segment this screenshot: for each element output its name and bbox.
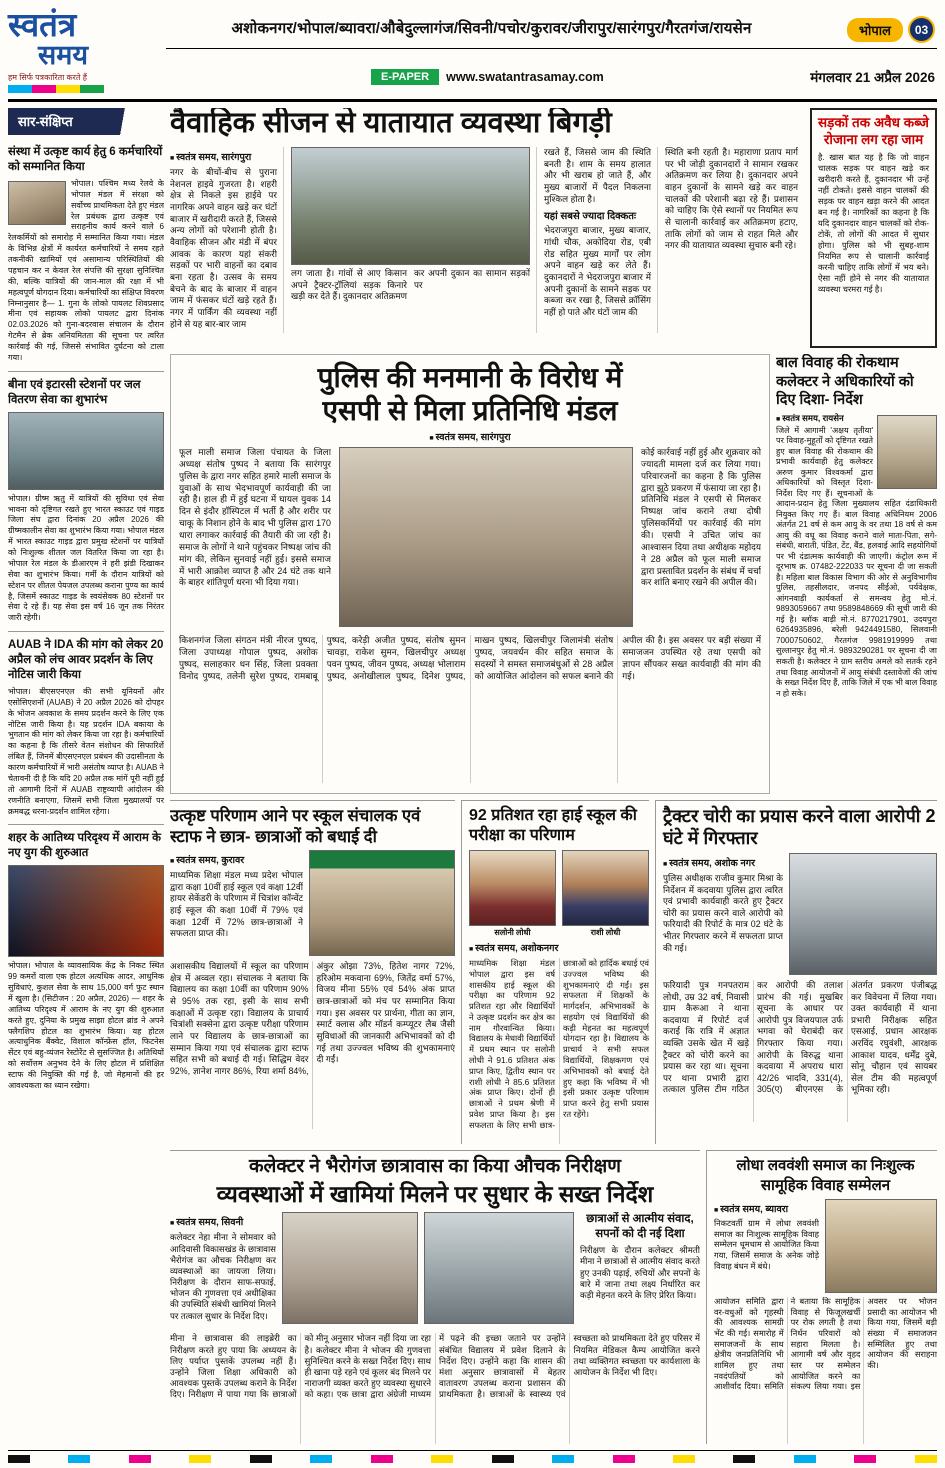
school-byline: ■ स्वतंत्र समय, कुरावर (170, 853, 303, 866)
hostel-kicker: कलेक्टर ने भैरोगंज छात्रावास का किया औचक निरीक्षण (248, 1156, 622, 1177)
marriage-lead: निकटवर्ती ग्राम में लोधा लववंशी समाज का निःशुल्क सामूहिक विवाह सम्मेलन धूमधाम से आयोजित किया गया, जिसमें समाज के अनेक जोड़े विवाह बंधन में बंधे। (714, 1219, 819, 1271)
brief-body: भोपाल। बीएसएनएल की सभी यूनियनों और एसोसिएशनों (AUAB) ने 20 अप्रैल 2026 को दोपहर के भोजन अवकाश के समय प्रदर्शन करने के लिए एक नोटिस जारी किया है। यह प्रदर्शन IDA बकाया के भुगतान की मांग को लेकर किया जा रहा है। कर्मचारियों का कहना है कि तीसरे वेतन संशोधन की सिफारिशें लंबित हैं, जिनमें बीएसएनएल प्रबंधन की उदासीनता के कारण कर्मचारियों में भारी असंतोष व्याप्त है। AUAB ने चेतावनी दी है कि यदि 20 अप्रैल तक मांगें पूरी नहीं हुईं तो आगामी दिनों में AUAB राष्ट्रव्यापी आंदोलन की रणनीति बनाएगा, जिसमें सभी जिला मुख्यालयों पर क्रमबद्ध धरना-प्रदर्शन शामिल रहेगा। (8, 686, 164, 816)
marriage-top-row (714, 1199, 937, 1293)
police-column-left (179, 447, 331, 629)
topper-photo-item (469, 850, 556, 938)
website-link[interactable]: www.swatantrasamay.com (446, 70, 604, 84)
police-column-right (641, 447, 761, 629)
jam-headline: सड़कों तक अवैध कब्जे रोजाना लग रहा जाम (818, 115, 929, 147)
station-water-service-photo (8, 412, 164, 490)
marriage-body-columns: आयोजन समिति द्वारा वर-वधुओं को गृहस्थी की आवश्यक सामग्री भेंट की गई। समारोह में समाजजनों के साथ क्षेत्रीय जनप्रतिनिधि भी शामिल हुए तथा नवदंपतियों को आशीर्वाद दिया। समिति ने बताया कि सामूहिक विवाह से फिजूलखर्ची पर रोक लगती है तथा निर्धन परिवारों को सहारा मिलता है। आगामी वर्ष और वृहद स्तर पर सम्मेलन आयोजित करने का संकल्प लिया गया। इस अवसर पर भोजन प्रसादी का आयोजन भी किया गया, जिसमें बड़ी संख्या में समाजजन सम्मिलित हुए तथा आयोजन की सराहना की। (714, 1297, 937, 1392)
arrested-accused-police-photo (789, 853, 937, 975)
hostel-lead-column (170, 1212, 276, 1328)
article-police-protest (170, 354, 770, 794)
school-felicitation-photo (309, 850, 455, 956)
article-school-felicitation (170, 800, 455, 1144)
hostel-subhead: छात्राओं से आत्मीय संवाद, सपनों को दी नई दिशा (586, 1213, 694, 1241)
newspaper-logo (8, 8, 160, 98)
brief-headline: संस्था में उत्कृष्ट कार्य हेतु 6 कर्मचारियों को सम्मानित किया (8, 146, 163, 173)
main-content (170, 108, 937, 1444)
tractor-lead-column (663, 853, 783, 975)
result92-headline: 92 प्रतिशत रहा हाई स्कूल की परीक्षा का परिणाम (469, 807, 637, 844)
child-marriage-byline: ■ स्वतंत्र समय, रायसेन (776, 413, 937, 424)
school-lead-column (170, 850, 303, 956)
jam-body: है. खास बात यह है कि जो वाहन चालक सड़क पर वाहन खड़े कर खरीदारी करते हैं, दुकानदार भी उन्हें नहीं टोकते। इससे वाहन चालकों की सड़क पर वाहन खड़ा करने की आदत बन गई है। नागरिकों का कहना है कि यदि दुकानदार वाहन चालकों को रोक-टोकें, तो लोगों की आदत में सुधार होगा। पुलिस को भी सुबह-शाम नियमित रूप से चालानी कार्रवाई करनी चाहिए ताकि लोगों में भय बने। ऐसा नहीं होने से नगर की यातायात व्यवस्था चरमरा गई है। (818, 152, 929, 294)
traffic-column-3 (665, 147, 804, 333)
hostel-middle-row (170, 1212, 700, 1328)
police-middle-row (179, 447, 761, 629)
tractor-byline: ■ स्वतंत्र समय, अशोक नगर (663, 856, 783, 869)
brief-headline: शहर के आतिथ्य परिदृश्य में आराम के नए युग की शुरुआत (8, 832, 161, 860)
inspection-photo-1 (282, 1212, 418, 1324)
collector-desk-photo (877, 415, 937, 489)
page-number: 03 (908, 16, 935, 43)
school-lead: माध्यमिक शिक्षा मंडल मध्य प्रदेश भोपाल द्वारा कक्षा 10वीं हाई स्कूल एवं कक्षा 12वीं हायर सेकेंडरी के परिणाम में चित्रांश कॉन्वेंट हाई स्कूल की कक्षा 10वीं में 79% एवं कक्षा 12वीं में 72% छात्र-छात्राओं ने सफलता प्राप्त की। (170, 870, 303, 939)
hostel-headline: व्यवस्थाओं में खामियां मिलने पर सुधार के सख्त निर्देश (216, 1180, 654, 1207)
hostel-byline: ■ स्वतंत्र समय, सिवनी (170, 1215, 276, 1228)
tractor-headline: ट्रैक्टर चोरी का प्रयास करने वाला आरोपी 2 घंटे में गिरफ्तार (663, 806, 936, 848)
traffic-body (170, 147, 804, 333)
edition-date: मंगलवार 21 अप्रैल 2026 (810, 70, 935, 85)
traffic-text: भेदराजपुरा बाजार, मुख्य बाजार, गांधी चौक, अकोदिया रोड, एबी रोड सहित मुख्य मार्गों पर लोग अपने वाहन खड़े कर लेते हैं। दुकानदारों ने भेदराजपुरा बाजार में अपनी दुकानों के सामने सड़क पर कब्जा कर रखा है, जिससे क्रॉसिंग नहीं हो पाते और घंटों जाम की (544, 225, 651, 318)
brief-article-hotel-launch (8, 824, 164, 1098)
masthead-right (166, 6, 937, 98)
police-text: कोई कार्रवाई नहीं हुई और शुक्रवार को ज्यादती मामला दर्ज कर लिया गया। परिवारजनों का कहना है कि पुलिस द्वारा झूठे प्रकरण में फंसाया जा रहा है। प्रतिनिधि मंडल ने एसपी से मिलकर निष्पक्ष जांच कराने तथा दोषी पुलिसकर्मियों पर कार्रवाई की मांग की। एसपी ने उचित जांच का आश्वासन दिया तथा अधीक्षक महोदय ने 28 अप्रैल को फूल माली समाज द्वारा प्रस्तावित प्रदर्शन के संबंध में चर्चा कर शांति बनाए रखने की अपील की। (641, 447, 761, 588)
mass-marriage-photo (825, 1199, 937, 1293)
tractor-lead: पुलिस अधीक्षक राजीव कुमार मिश्रा के निर्देशन में कदवाया पुलिस द्वारा त्वरित एवं प्रभावी कार्यवाही करते हुए ट्रैक्टर चोरी का प्रयास करने वाले आरोपी को फरियादी की रिपोर्ट के मात्र 02 घंटे के भीतर गिरफ्तार करने में सफलता प्राप्त की गई। (663, 872, 783, 953)
delegation-meeting-photo (339, 447, 633, 627)
traffic-byline: ■ स्वतंत्र समय, सारंगपुरा (170, 150, 277, 163)
child-marriage-body: जिले में आगामी 'अक्षय तृतीया' पर विवाह-मुहूर्तों को दृष्टिगत रखते हुए बाल विवाह की रोकथाम की प्रभावी कार्यवाही हेतु कलेक्टर अरुण कुमार विश्वकर्मा द्वारा अधिकारियों को विस्तृत दिशा-निर्देश दिए गए हैं। सूचनाओं के आदान-प्रदान हेतु जिला मुख्यालय सहित दंडाधिकारी नियुक्त किए गए हैं। बाल विवाह अधिनियम 2006 अंतर्गत 21 वर्ष से कम आयु के वर तथा 18 वर्ष से कम आयु की वधू का विवाह कराने वाले माता-पिता, सगे-संबंधी, बाराती, पंडित, टेंट, बैंड, हलवाई आदि सहयोगियों पर भी दंडात्मक कार्यवाही की जाएगी। कंट्रोल रूम में दूरभाष क्र. 07482-222033 पर सूचना दी जा सकती है। महिला बाल विकास विभाग की ओर से अनुविभागीय पुलिस, तहसीलदार, जनपद सीईओ, पर्यवेक्षक, आंगनवाड़ी कार्यकर्ता से समन्वय हेतु मो.नं. 9893059667 तथा 9589848669 की सूची जारी की गई है। ब्लॉक बाड़ी मो.नं. 8770217901, उदयपुरा 6264935896, बरेली 9424491580, सिलवानी 7000750602, गैरतगंज 9981919999 तथा सुल्तानपुर हेतु मो.नं. 9893290281 पर सूचना दी जा सकती है। कलेक्टर ने ग्राम स्तरीय अमले को सतर्क रहने तथा विवाह आयोजनों में आयु संबंधी दस्तावेजों की जांच के सख्त निर्देश दिए हैं, ताकि जिले में एक भी बाल विवाह न हो सके। (776, 425, 937, 698)
traffic-column-1 (170, 147, 284, 333)
traffic-text: स्थिति बनी रहती है। महाराणा प्रताप मार्ग पर भी जोड़ी दुकानदारों ने सामान रखकर अतिक्रमण कर लिया है। दुकानदार अपने वाहन दुकानों के सामने खड़े कर वाहन चालकों की परेशानी बढ़ा रहे हैं। प्रशासन को चाहिए कि ऐसे स्थानों पर नियमित रूप से चालानी कार्रवाई कर अतिक्रमण हटाए, ताकि लोगों को जाम से राहत मिले और नगर की यातायात व्यवस्था सुचारु बनी रहे। (665, 146, 798, 251)
epaper-button[interactable]: E-PAPER (371, 69, 439, 85)
marriage-byline: ■ स्वतंत्र समय, ब्यावरा (714, 1202, 819, 1215)
marriage-lead-column (714, 1199, 819, 1293)
traffic-photo-block (291, 147, 537, 333)
print-color-strip (8, 1450, 937, 1463)
hostel-subhead-body: निरीक्षण के दौरान कलेक्टर श्रीमती मीना ने छात्राओं से आत्मीय संवाद करते हुए उनकी पढ़ाई, रुचियों और सपनों के बारे में जाना तथा लक्ष्य निर्धारित कर कड़ी मेहनत करने के लिए प्रेरित किया। (580, 1245, 700, 1300)
police-headline-line1: पुलिस की मनमानी के विरोध में (317, 362, 623, 393)
edition-badge (847, 16, 935, 43)
hostel-lead: कलेक्टर नेहा मीना ने सोमवार को आदिवासी विकासखंड के छात्रावास भैरोगंज का औचक निरीक्षण कर व्यवस्थाओं का जायजा लिया। निरीक्षण के दौरान साफ-सफाई, भोजन की गुणवत्ता एवं अधीक्षिका की उपस्थिति संबंधी खामियां मिलने पर तत्काल सुधार के निर्देश दिए। (170, 1232, 276, 1321)
topper-rashi-photo (562, 850, 649, 926)
cities-divider (166, 48, 937, 49)
topper-caption: सलोनी लोधी (494, 928, 531, 937)
edition-name: भोपाल (847, 18, 903, 42)
police-byline: ■ स्वतंत्र समय, सारंगपुरा (179, 430, 761, 443)
jam-sidebox (810, 108, 937, 348)
police-bottom-columns: किशनगंज जिला संगठन मंत्री नीरज पुष्पद, जिला उपाध्यक्ष गोपाल पुष्पद, अशोक पुष्पद, सलाहकार धन सिंह, जिला प्रवक्ता विनोद पुष्पद, तलेनी सुरेश पुष्पद, रामबाबू पुष्पद, करेड़ी अजीत पुष्पद, संतोष सुमन चावड़ा, राकेश सुमन, खिलचीपुर अध्यक्ष पवन पुष्पद, जीवन पुष्पद, अध्यक्ष भोलाराम पुष्पद, अनोखीलाल पुष्पद, दिनेश पुष्पद, माखन पुष्पद, खिलचीपुर जिलामंत्री संतोष पुष्पद, जयवर्धन कीर सहित समाज के सदस्यों ने समस्त समाजबंधुओं से 28 अप्रैल को आयोजित आंदोलन को सफल बनाने की अपील की है। इस अवसर पर बड़ी संख्या में समाजजन उपस्थित रहे तथा एसपी को ज्ञापन सौंपकर सख्त कार्यवाही की मांग की गई। (179, 635, 761, 681)
award-ceremony-photo (8, 181, 66, 225)
traffic-text: रखते हैं, जिससे जाम की स्थिति बनती है। शाम के समय हालात और भी खराब हो जाते हैं, और मुख्य बाजारों में पैदल निकलना मुश्किल होता है। (544, 146, 651, 204)
brief-body: भोपाल। ग्रीष्म ऋतु में यात्रियों की सुविधा एवं सेवा भावना को दृष्टिगत रखते हुए भारत स्काउट एवं गाइड जिला संघ द्वारा दिनांक 20 अप्रैल 2026 की ग्रीष्मकालीन सेवा का शुभारंभ किया गया। भोपाल मंडल में भारत स्काउट गाइड द्वारा प्रमुख स्टेशनों पर यात्रियों को निःशुल्क शीतल जल वितरित किया जा रहा है। भोपाल रेल मंडल के डीआरएम ने हरी झंडी दिखाकर सेवा का शुभारंभ किया। गर्मी के दौरान यात्रियों को स्टेशन पर शीतल पेयजल उपलब्ध कराना पुण्य का कार्य है, जिसमें स्काउट गाइड के स्वयंसेवक 80 स्टेशनों पर सेवा दे रहे हैं। यह सेवा इस वर्ष 16 जून तक निरंतर जारी रहेगी। (8, 493, 164, 623)
traffic-headline: वैवाहिक सीजन से यातायात व्यवस्था बिगड़ी (170, 108, 612, 139)
result92-byline: ■ स्वतंत्र समय, अशोकनगर (469, 941, 649, 954)
topper-saloni-photo (469, 850, 556, 926)
masthead-info-row (166, 64, 937, 90)
hotel-building-photo (8, 865, 164, 957)
article-tractor-theft-arrest (655, 800, 937, 1144)
sidebar-briefs (8, 108, 164, 1444)
result92-body-columns: माध्यमिक शिक्षा मंडल भोपाल द्वारा इस वर्ष शासकीय हाई स्कूल की परीक्षा का परिणाम 92 प्रतिशत रहा और विद्यार्थियों ने उत्कृष्ट प्रदर्शन कर क्षेत्र का नाम गौरवान्वित किया। विद्यालय के मेधावी विद्यार्थियों में प्रथम स्थान पर सलोनी लोधी ने 91.6 प्रतिशत अंक प्राप्त किए, द्वितीय स्थान पर राशी लोधी ने 85.6 प्रतिशत अंक प्राप्त किए। दोनों ही छात्राओं ने प्रथम श्रेणी में प्रवेश प्राप्त किया है। इस सफलता के लिए सभी छात्र-छात्राओं को हार्दिक बधाई एवं उज्ज्वल भविष्य की शुभकामनाएं दी गईं। इस सफलता में शिक्षकों के मार्गदर्शन, अभिभावकों के सहयोग एवं विद्यार्थियों की कड़ी मेहनत का महत्वपूर्ण योगदान रहा है। विद्यालय के प्राचार्य ने सभी सफल विद्यार्थियों, शिक्षकगण एवं अभिभावकों को बधाई देते हुए कहा कि भविष्य में भी इसी प्रकार उत्कृष्ट परिणाम प्राप्त करने हेतु सभी प्रयास रत रहेंगे। (469, 958, 649, 1130)
brief-article-auab-notice (8, 631, 164, 824)
briefs-section-header: सार-संक्षिप्त (8, 108, 136, 135)
hostel-subhead-column (580, 1212, 700, 1328)
traffic-photo-caption: लग जाता है। गांवों से आए किसान अपने ट्रैक्टर-ट्रॉलियां सड़क किनारे खड़ी कर देते हैं। दुकानदार अतिक्रमण कर अपनी दुकान का सामान सड़कों पर (291, 267, 530, 302)
topper-caption: राशी लोधी (590, 928, 621, 937)
article-92-percent-result (461, 800, 649, 1144)
inspection-photo-2 (424, 1212, 574, 1324)
logo-text-line2: समय (38, 40, 89, 70)
edition-cities: अशोकनगर/भोपाल/ब्यावरा/औबेदुल्लागंज/सिवनी/पचोर/कुरावर/जीरापुर/सारंगपुर/गैरतगंज/रायसेन (231, 20, 752, 37)
brief-article-employee-awards (8, 139, 164, 371)
article-child-marriage-prevention (776, 354, 937, 794)
street-traffic-photo (291, 147, 530, 265)
brief-body: भोपाल। भोपाल के व्यावसायिक केंद्र के निकट स्थित 99 कमरों वाला एक होटल अत्यधिक आदर, आधुनिक सुविधाएं, कुशल सेवा के साथ 15,000 वर्ग फुट स्थान में खुला है। (सिटीजन : 20 अप्रैल, 2026) — शहर के आतिथ्य परिदृश्य में आराम के नए युग की शुरुआत करते हुए, दुनिया के प्रमुख साझा होटल ब्रांड ने अपने फ्लैगशिप होटल का शुभारंभ किया। यह होटल अत्याधुनिक बैंक्वेट, विशाल कॉन्फ्रेंस हॉल, फिटनेस सेंटर एवं बहु-व्यंजन रेस्टोरेंट से सुसज्जित है। अतिथियों को सर्वोत्तम अनुभव देने के लिए होटल में प्रशिक्षित स्टाफ की नियुक्ति की गई है, जो मेहमानों की हर आवश्यकता का ध्यान रखेगा। (8, 961, 164, 1090)
logo-text-line1: स्वतंत्र (8, 6, 77, 43)
traffic-subhead: यहां सबसे ज्यादा दिक्कतः (544, 211, 637, 223)
marriage-headline: लोधा लववंशी समाज का निःशुल्क सामूहिक विवाह सम्मेलन (736, 1157, 915, 1194)
police-headline-line2: एसपी से मिला प्रतिनिधि मंडल (322, 395, 618, 427)
tractor-top-row (663, 853, 937, 975)
traffic-column-2 (544, 147, 658, 333)
article-traffic-disruption (170, 108, 804, 348)
logo-tagline: हम सिर्फ पत्रकारिता करते हैं (8, 73, 87, 83)
school-body-columns: अशासकीय विद्यालयों में स्कूल का परिणाम क्षेत्र में अव्वल रहा। संचालक ने बताया कि विद्यालय का कक्षा 10वीं का परिणाम 90% से 95% तक रहा, इसी के साथ सभी कक्षाओं में उत्कृष्ट रहा। विद्यालय के प्राचार्य चित्रांशी सक्सेना द्वारा उत्कृष्ट परीक्षा परिणाम लाने पर विद्यालय के छात्र-छात्राओं का सम्मान किया गया एवं संचालक द्वारा स्टाफ सहित सभी को बधाई दी गई। सिद्धिम वेदर 92%, ज्ञानेश नागर 86%, रिया शर्मा 84%, अंकुर ओझा 73%, हितेश नागर 72%, हरिओम मकवाना 69%, जितेंद्र वर्मा 57%, विजय मीना 55% एवं 54% अंक प्राप्त छात्र-छात्राओं को मंच पर सम्मानित किया गया। इस अवसर पर प्रार्थना, गीता का ज्ञान, स्मार्ट क्लास और मॉडर्न कम्प्यूटर लैब जैसी सुविधाओं की जानकारी अभिभावकों को दी गई तथा उज्ज्वल भविष्य की शुभकामनाएं दी गईं। (170, 961, 455, 1076)
brief-headline: AUAB ने IDA की मांग को लेकर 20 अप्रैल को लंच आवर प्रदर्शन के लिए नोटिस जारी किया (8, 639, 164, 681)
brief-headline: बीना एवं इटारसी स्टेशनों पर जल वितरण सेवा का शुभारंभ (8, 378, 141, 406)
masthead (8, 6, 937, 102)
logo-color-bar (8, 85, 104, 88)
school-headline: उत्कृष्ट परिणाम आने पर स्कूल संचालक एवं स्टाफ ने छात्र- छात्राओं को बधाई दी (170, 807, 421, 846)
article-hostel-inspection (170, 1150, 700, 1444)
hostel-body-columns: मीना ने छात्रावास की लाइब्रेरी का निरीक्षण करते हुए पाया कि अध्ययन के लिए पर्याप्त पुस्तकें उपलब्ध नहीं हैं। उन्होंने जिला शिक्षा अधिकारी को आवश्यक पुस्तकें उपलब्ध कराने के निर्देश दिए। निरीक्षण में पाया गया कि छात्राओं को मीनू अनुसार भोजन नहीं दिया जा रहा है। कलेक्टर मीना ने भोजन की गुणवत्ता सुनिश्चित करने के सख्त निर्देश दिए। साथ ही खाना पड़े रहने एवं कूलर बंद मिलने पर नाराजगी व्यक्त करते हुए व्यवस्था सुधारने को कहा। एक छात्रा द्वारा अंग्रेजी माध्यम में पढ़ने की इच्छा जताने पर उन्होंने संबंधित विद्यालय में प्रवेश दिलाने के निर्देश दिए। उन्होंने कहा कि शासन की मंशा अनुसार छात्रावासों में बेहतर वातावरण उपलब्ध कराना प्रशासन की प्राथमिकता है। छात्राओं के स्वास्थ्य एवं स्वच्छता को प्राथमिकता देते हुए परिसर में नियमित मेडिकल कैम्प आयोजित करने तथा व्यक्तिगत स्वच्छता पर कार्यशाला के आयोजन के निर्देश भी दिए। (170, 1333, 700, 1400)
topper-photo-item (562, 850, 649, 938)
traffic-text: नगर के बीचों-बीच से पुराना नेशनल हाइवे गुजरता है। शहरी क्षेत्र से निकले इस हाईवे पर नागरिक अपने वाहन खड़े कर घंटों बाजार में खरीदारी करते हैं, जिससे अन्य लोगों को परेशानी होती है। वैवाहिक सीजन और मंडी में बंपर आवक के कारण यहां संकरी सड़कों पर भारी वाहनों का दबाव बना रहता है। उत्सव के समय बेचने के बाद के बाजार में वाहन जाम में फंसकर घंटों खड़े रहते हैं। नगर में पार्किंग की व्यवस्था नहीं होने से यह बार-बार जाम (170, 166, 277, 329)
topper-photos-row (469, 850, 649, 938)
article-mass-marriage (706, 1150, 937, 1444)
child-marriage-headline: बाल विवाह की रोकथाम कलेक्टर ने अधिकारियों को दिए दिशा- निर्देश (776, 355, 914, 409)
police-text: फूल माली समाज जिला पंचायत के जिला अध्यक्ष संतोष पुष्पद ने बताया कि सारंगपुर पुलिस के द्वारा नगर सहित हमारे माली समाज के युवाओं के साथ भेदभावपूर्ण कार्यवाही की जा रही है। हाल ही में हुई घटना में घायल युवक 14 दिन से इंदौर हॉस्पिटल में भर्ती है और शरीर पर चाकू के निशान होने के बाद भी पुलिस द्वारा 170 धारा लगाकर कार्रवाई की तैयारी की जा रही है। समाज के लोगों ने थाने पहुंचकर निष्पक्ष जांच की मांग की, लेकिन सुनवाई नहीं हुई। इससे समाज में भारी आक्रोश व्याप्त है और 24 घंटे तक थाने के बाहर शांतिपूर्ण धरना भी दिया गया। (179, 447, 331, 588)
brief-article-water-service (8, 371, 164, 631)
tractor-body-columns: फरियादी पुत्र गनपतराम लोधी, उम्र 32 वर्ष, निवासी ग्राम कैरूआ ने थाना कदवाया में रिपोर्ट दर्ज कराई कि रात्रि में अज्ञात व्यक्ति उसके खेत में खड़े ट्रैक्टर को चोरी करने का प्रयास कर रहा था। सूचना पर थाना प्रभारी द्वारा तत्काल पुलिस टीम गठित कर आरोपी की तलाश प्रारंभ की गई। मुखबिर सूचना के आधार पर आरोपी पुत्र विजयपाल उर्फ भगवा को घेराबंदी कर गिरफ्तार किया गया। आरोपी के विरुद्ध थाना कदवाया में अपराध धारा 42/26 भादवि, 331(4), 305(ए) बीएनएस के अंतर्गत प्रकरण पंजीबद्ध कर विवेचना में लिया गया। उक्त कार्यवाही में थाना प्रभारी निरीक्षक सहित एसआई, प्रधान आरक्षक अरविंद रघुवंशी, आरक्षक आकाश यादव, धर्मेंद्र दुबे, सोनू चौहान एवं सायबर सेल टीम की महत्वपूर्ण भूमिका रही। (663, 979, 937, 1095)
brief-body: भोपाल। पश्चिम मध्य रेलवे के भोपाल मंडल में संरक्षा को सर्वोच्च प्राथमिकता देते हुए मंडल रेल प्रबंधक द्वारा उत्कृष्ट एवं सराहनीय कार्य करने वाले 6 रेलकर्मियों को समारोह में सम्मानित किया गया। मंडल के विभिन्न क्षेत्रों में कार्यरत कर्मचारियों ने समय रहते तकनीकी खामियों एवं असामान्य परिस्थितियों की पहचान कर न केवल रेल संपत्ति की सुरक्षा सुनिश्चित की, बल्कि यात्रियों की जान-माल की रक्षा में भी महत्वपूर्ण योगदान दिया। कर्मचारियों का संक्षिप्त विवरण निम्नानुसार है— 1. गुना के लोको पायलट शिवप्रसाद मीना एवं सहायक लोको पायलट द्वारा दिनांक 02.03.2026 को गुना-बदरवास संचालन के दौरान गेटमैन से ब्रेक अनियमितता की सूचना पर त्वरित कार्रवाई की गई, जिससे संभावित दुर्घटना को टाला गया। (8, 178, 164, 362)
school-top-row (170, 850, 455, 956)
